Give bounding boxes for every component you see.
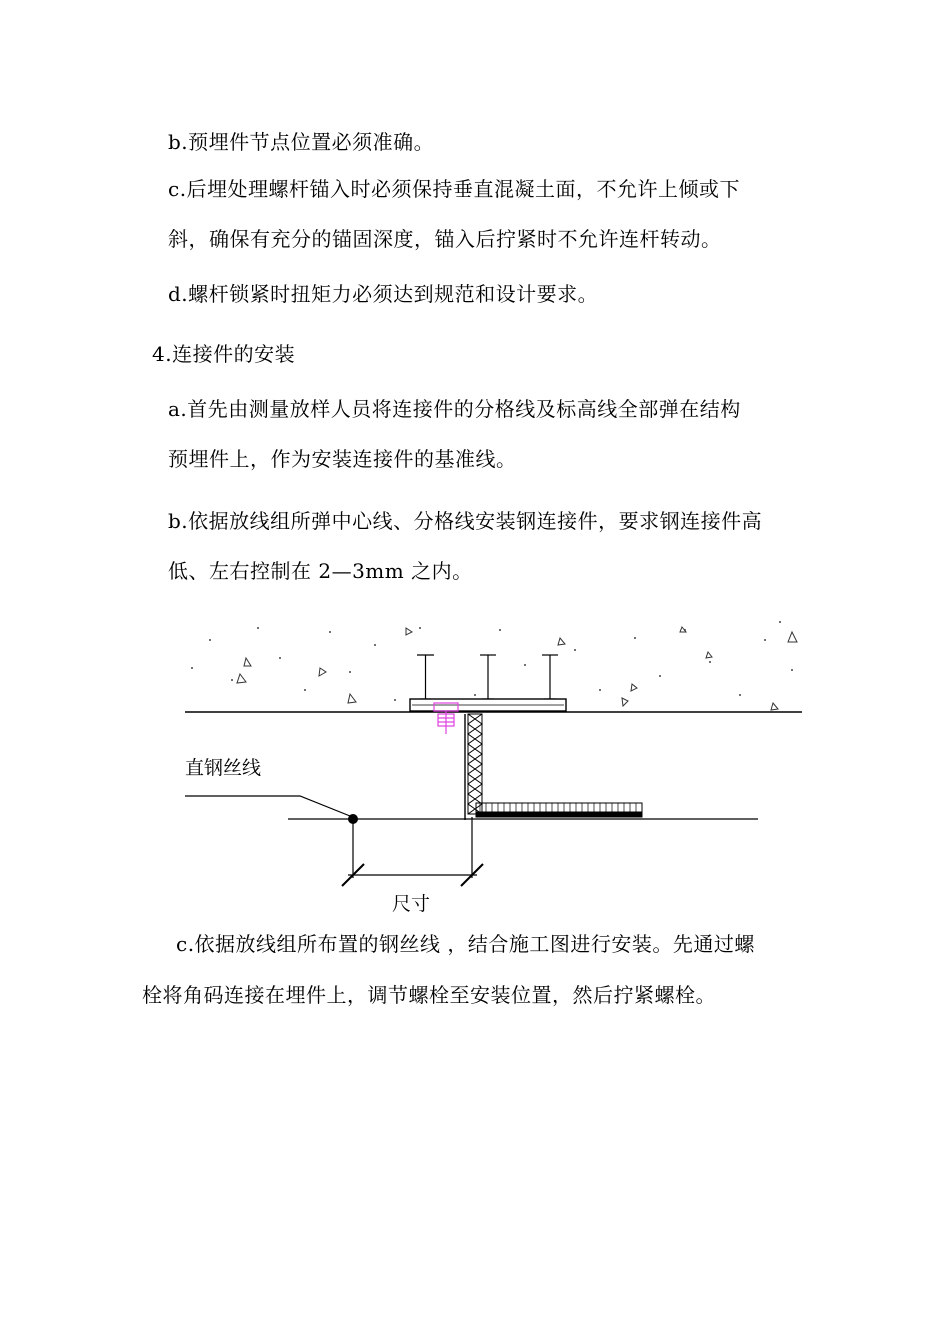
paragraph-4b-line2: 低、左右控制在 2—3mm 之内。: [168, 559, 473, 583]
concrete-aggregate: [237, 627, 797, 710]
paragraph-4c-line2: 栓将角码连接在埋件上，调节螺栓至安装位置，然后拧紧螺栓。: [142, 983, 716, 1007]
paragraph-c-line1: c.后埋处理螺杆锚入时必须保持垂直混凝土面，不允许上倾或下: [168, 177, 741, 201]
dimension-label: 尺寸: [392, 893, 431, 915]
connector-installation-diagram: [180, 610, 810, 920]
dimension-line: [342, 817, 483, 886]
paragraph-4c-line1: c.依据放线组所布置的钢丝线 ，结合施工图进行安装。先通过螺: [176, 932, 755, 956]
wire-label: 直钢丝线: [185, 757, 262, 779]
paragraph-4a-line2: 预埋件上，作为安装连接件的基准线。: [168, 447, 517, 471]
wire-leader-line: [185, 796, 350, 816]
paragraph-4b-line1: b.依据放线组所弹中心线、分格线安装钢连接件，要求钢连接件高: [168, 509, 763, 533]
concrete-texture: [191, 621, 793, 701]
section-heading-4: 4.连接件的安装: [152, 342, 296, 366]
paragraph-c-line2: 斜，确保有充分的锚固深度，锚入后拧紧时不允许连杆转动。: [168, 227, 722, 251]
paragraph-4a-line1: a.首先由测量放样人员将连接件的分格线及标高线全部弹在结构: [168, 397, 741, 421]
horizontal-ruler: [476, 803, 642, 817]
anchor-studs: [417, 655, 558, 699]
paragraph-d-torque: d.螺杆锁紧时扭矩力必须达到规范和设计要求。: [168, 282, 599, 306]
angle-bracket: [465, 714, 482, 820]
paragraph-b-embed-position: b.预埋件节点位置必须准确。: [168, 130, 435, 154]
